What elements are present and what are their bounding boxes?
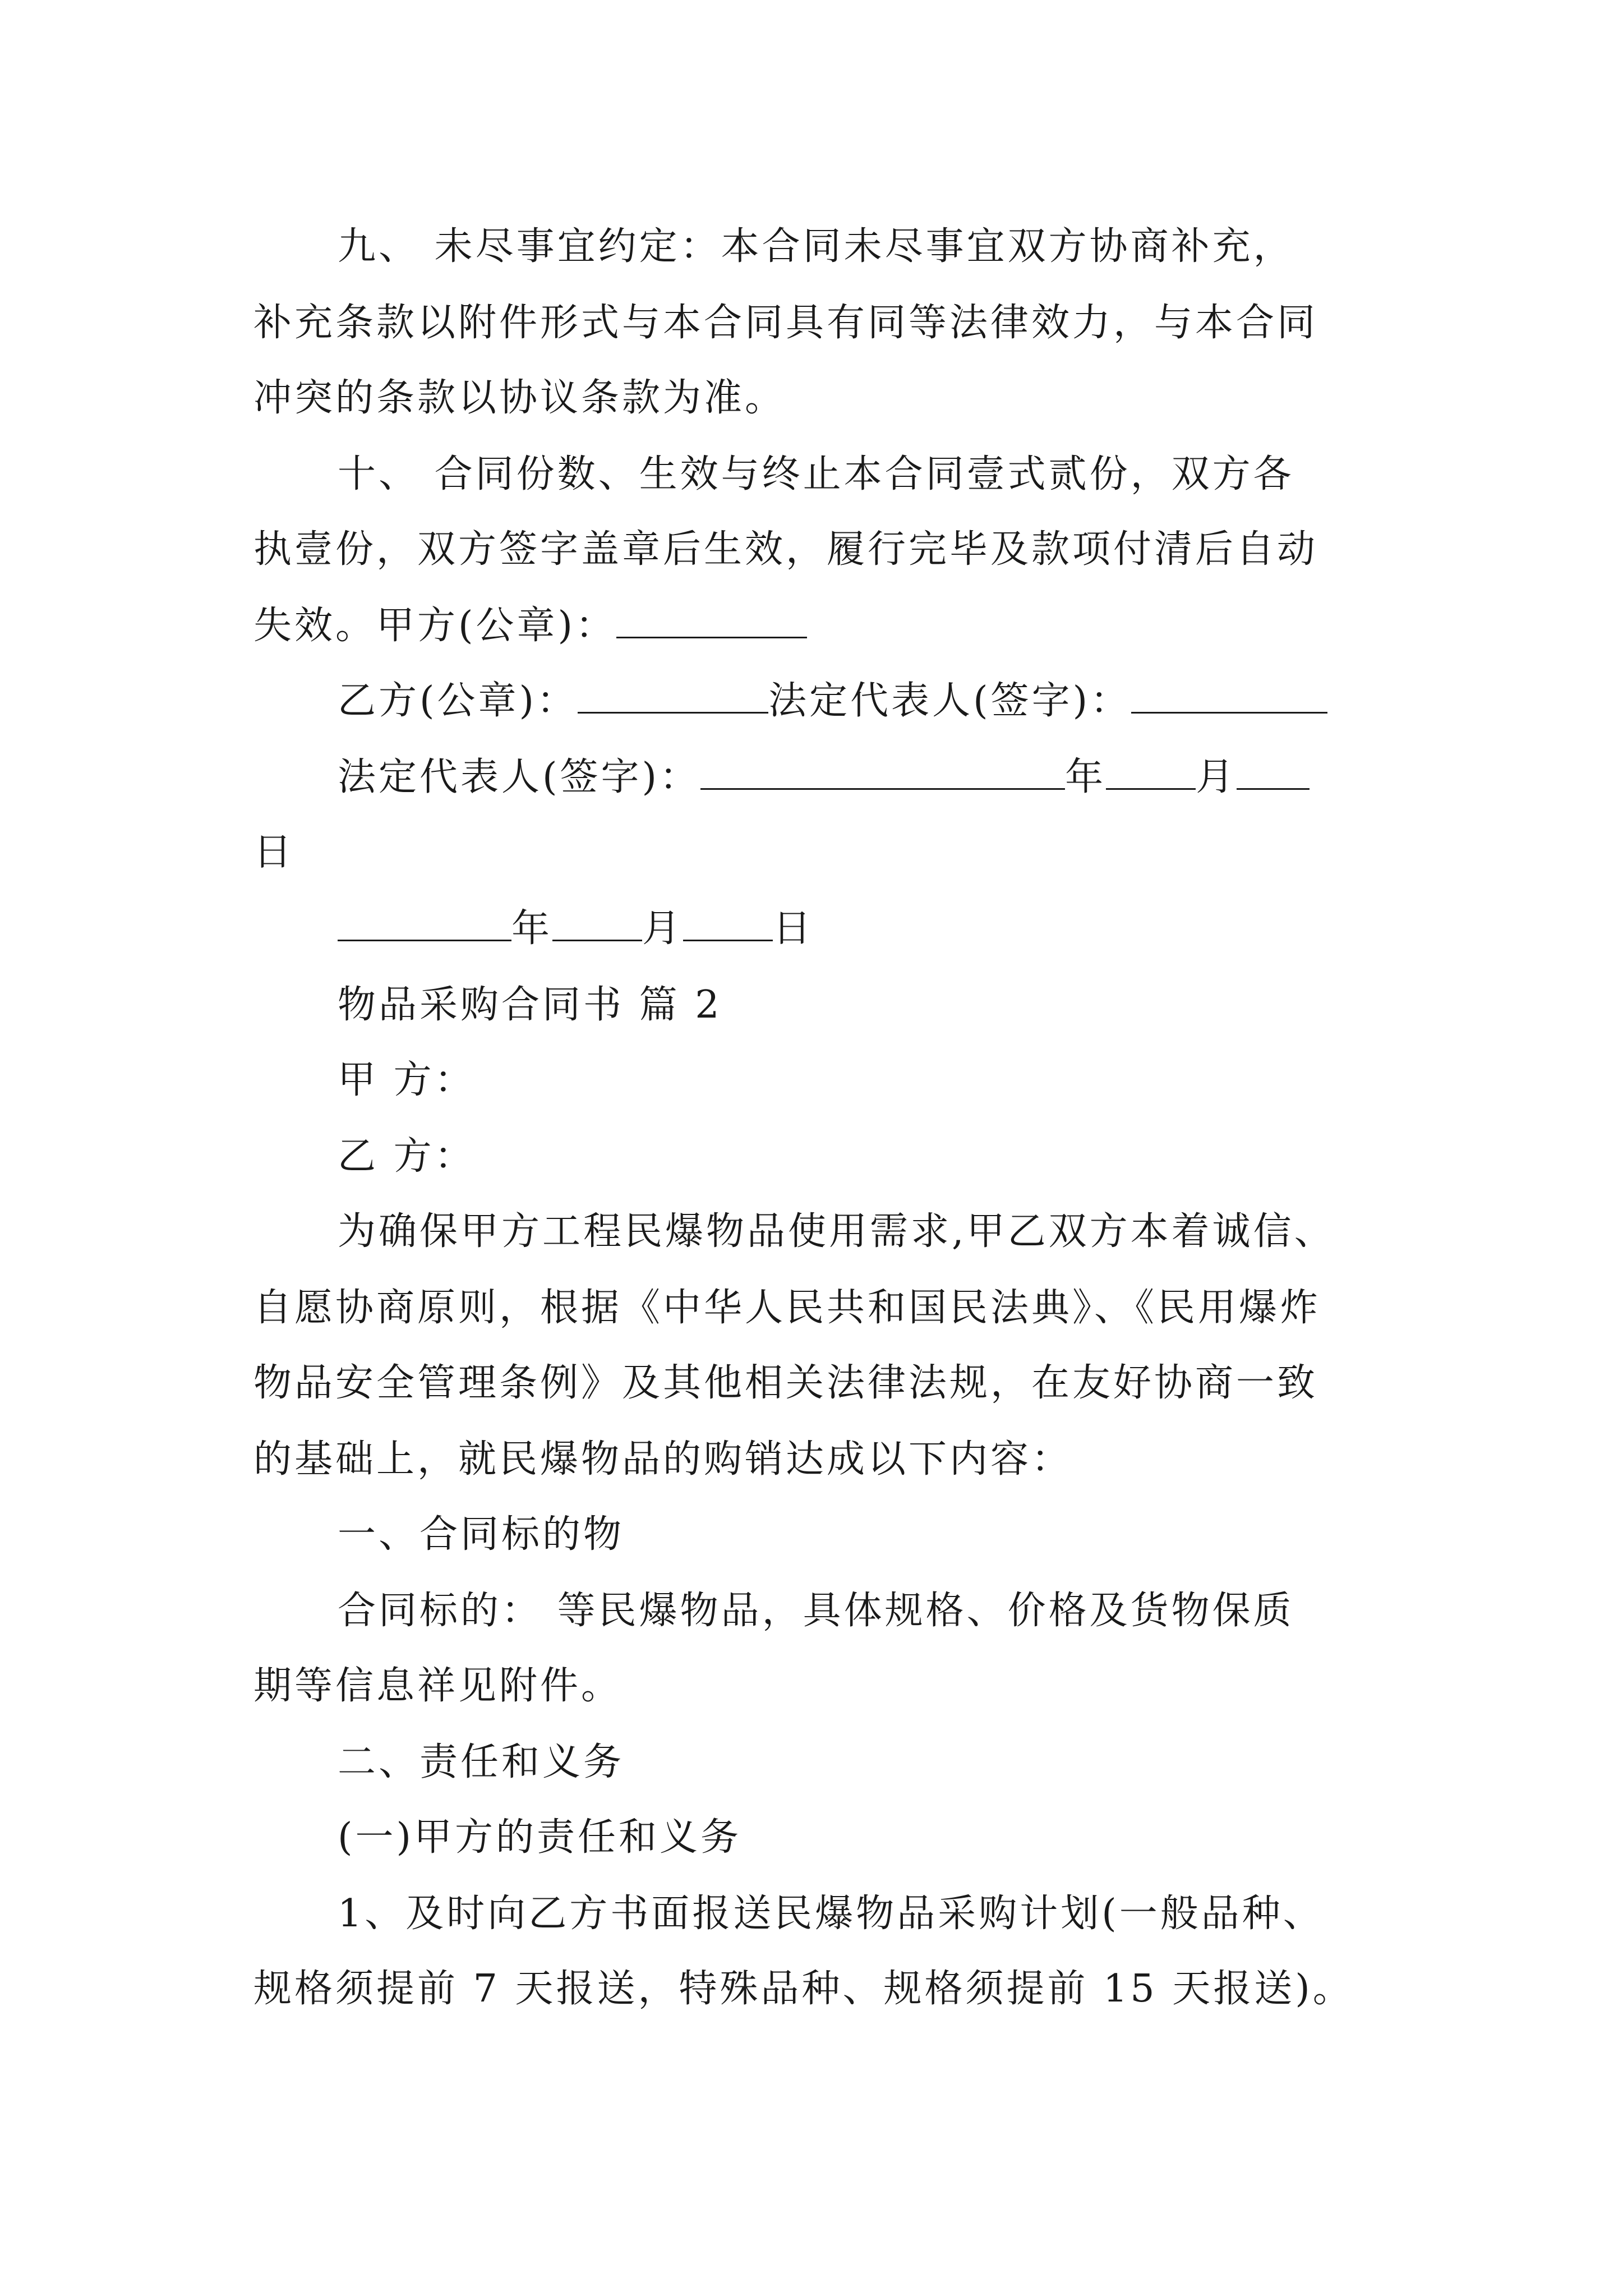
duty-1-line-2: 规格须提前 7 天报送，特殊品种、规格须提前 15 天报送)。 xyxy=(253,1967,1354,2011)
date-2-month: 月 xyxy=(642,907,684,951)
party-a-seal-line xyxy=(253,602,807,650)
date-2-day: 日 xyxy=(773,907,814,951)
clause-9-line-1: 九、 未尽事宜约定：本合同未尽事宜双方协商补充， xyxy=(338,224,1294,269)
date-1-month-blank xyxy=(1106,754,1196,790)
date-2-line xyxy=(338,905,814,953)
party-a-seal-label: 失效。甲方(公章)： xyxy=(253,604,617,648)
party-a-seal-blank xyxy=(616,603,807,638)
date-2-month-blank xyxy=(552,906,642,941)
date-1-day: 日 xyxy=(253,830,295,875)
heading-party-a-duties: (一)甲方的责任和义务 xyxy=(338,1815,742,1860)
section-title: 物品采购合同书 篇 2 xyxy=(338,983,722,1027)
preamble-line-3: 物品安全管理条例》及其他相关法律法规，在友好协商一致 xyxy=(253,1361,1318,1405)
preamble-line-1: 为确保甲方工程民爆物品使用需求,甲乙双方本着诚信、 xyxy=(338,1209,1335,1254)
clause-9-line-2: 补充条款以附件形式与本合同具有同等法律效力，与本合同 xyxy=(253,301,1318,345)
legal-rep-a-blank xyxy=(1131,678,1327,714)
legal-rep-b-line xyxy=(338,754,1310,801)
date-2-year-blank xyxy=(338,906,511,941)
legal-rep-a-label: 法定代表人(签字)： xyxy=(768,679,1132,723)
party-b-seal-label: 乙方(公章)： xyxy=(338,679,578,723)
date-2-year: 年 xyxy=(511,907,553,951)
heading-subject-matter: 一、合同标的物 xyxy=(338,1512,625,1557)
heading-responsibilities: 二、责任和义务 xyxy=(338,1740,625,1784)
subject-matter-line-2: 期等信息祥见附件。 xyxy=(253,1664,623,1708)
party-a-line: 甲 方： xyxy=(338,1058,476,1102)
date-1-day-blank xyxy=(1237,754,1310,790)
subject-matter-line-1: 合同标的： 等民爆物品，具体规格、价格及货物保质 xyxy=(338,1589,1294,1633)
date-1-month: 月 xyxy=(1196,755,1237,799)
preamble-line-4: 的基础上，就民爆物品的购销达成以下内容： xyxy=(253,1437,1073,1481)
date-2-day-blank xyxy=(683,906,773,941)
preamble-line-2: 自愿协商原则，根据《中华人民共和国民法典》、《民用爆炸 xyxy=(253,1286,1321,1330)
clause-10-line-1: 十、 合同份数、生效与终止本合同壹式贰份，双方各 xyxy=(338,452,1294,496)
party-b-seal-line xyxy=(338,678,1327,725)
clause-10-line-2: 执壹份，双方签字盖章后生效，履行完毕及款项付清后自动 xyxy=(253,527,1318,572)
legal-rep-b-blank xyxy=(700,754,1065,790)
party-b-seal-blank xyxy=(578,678,768,714)
date-1-year: 年 xyxy=(1065,755,1106,799)
party-b-line: 乙 方： xyxy=(338,1134,476,1179)
duty-1-line-1: 1、及时向乙方书面报送民爆物品采购计划(一般品种、 xyxy=(338,1892,1324,1936)
legal-rep-b-label: 法定代表人(签字)： xyxy=(338,755,701,799)
clause-9-line-3: 冲突的条款以协议条款为准。 xyxy=(253,376,786,420)
